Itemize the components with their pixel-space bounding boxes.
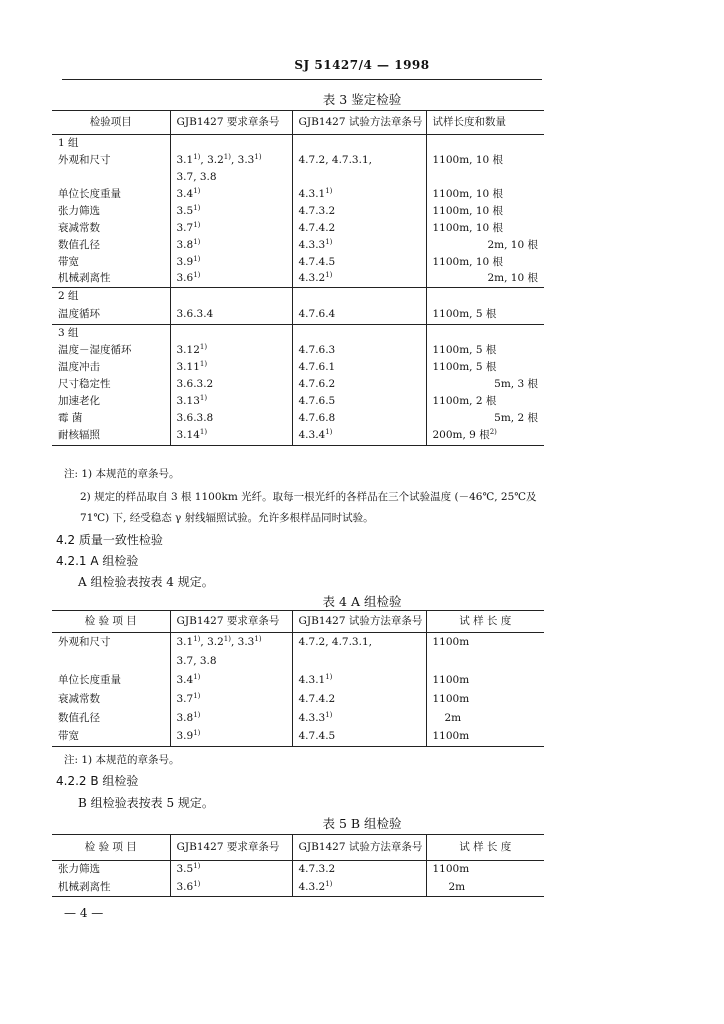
table-row: 衰减常数 3.7$^{1)}$ 4.7.4.2 1100m	[52, 690, 544, 709]
table-row: 衰减常数 3.7$^{1)}$ 4.7.4.2 1100m, 10 根	[52, 220, 544, 237]
table-row: 耐核辐照 3.14$^{1)}$ 4.3.4$^{1)}$ 200m, 9 根$^{2)}$	[52, 427, 544, 446]
table-row: 霉 菌 3.6.3.8 4.7.6.8 5m, 2 根	[52, 410, 544, 427]
table-row: 数值孔径 3.8$^{1)}$ 4.3.3$^{1)}$ 2m, 10 根	[52, 237, 544, 254]
table-row: 机械剥离性 3.6$^{1)}$ 4.3.2$^{1)}$ 2m	[52, 879, 544, 897]
table4-header-item: 检 验 项 目	[52, 611, 170, 633]
section-4-2-1-text: A 组检验表按表 4 规定。	[78, 575, 214, 589]
table-row: 外观和尺寸 3.1$^{1)}$, 3.2$^{1)}$, 3.3$^{1)}$ 4.7.2, 4.7.3.1, 1100m, 10 根	[52, 152, 544, 169]
table5-caption: 表 5 B 组检验	[322, 816, 402, 831]
table-row: 单位长度重量 3.4$^{1)}$ 4.3.1$^{1)}$ 1100m	[52, 671, 544, 690]
table3-note1: 注: 1) 本规范的章条号。	[64, 468, 180, 480]
group-label: 1 组	[58, 136, 79, 149]
table4	[52, 610, 544, 747]
table3-header-sample: 试样长度和数量	[426, 111, 544, 135]
page-header: SJ 51427/4 — 1998	[294, 58, 430, 72]
table3-header-req: GJB1427 要求章条号	[170, 111, 292, 135]
table5-header-sample: 试 样 长 度	[426, 835, 544, 861]
table5-header-item: 检 验 项 目	[52, 835, 170, 861]
table3-note2b: 71℃) 下, 经受稳态 γ 射线辐照试验。允许多根样品同时试验。	[80, 512, 374, 524]
table3-caption: 表 3 鉴定检验	[322, 92, 402, 107]
section-4-2-2-heading: 4.2.2 B 组检验	[56, 774, 139, 788]
table-row: 数值孔径 3.8$^{1)}$ 4.3.3$^{1)}$ 2m	[52, 709, 544, 728]
section-4-2-1-heading: 4.2.1 A 组检验	[56, 554, 139, 568]
table-row	[52, 135, 544, 152]
table5	[52, 834, 544, 897]
table-row: 温度冲击 3.11$^{1)}$ 4.7.6.1 1100m, 5 根	[52, 359, 544, 376]
table4-note: 注: 1) 本规范的章条号。	[64, 754, 180, 766]
page-number: — 4 —	[64, 906, 104, 920]
table3-header-item: 检验项目	[52, 111, 170, 135]
table3	[52, 110, 544, 446]
table-row: 3.7, 3.8	[52, 169, 544, 186]
table-row: 外观和尺寸 3.1$^{1)}$, 3.2$^{1)}$, 3.3$^{1)}$ 4.7.2, 4.7.3.1, 1100m	[52, 633, 544, 652]
header-rule	[62, 79, 542, 80]
group-label: 3 组	[52, 325, 170, 342]
table5-header-method: GJB1427 试验方法章条号	[292, 835, 426, 861]
table5-header-req: GJB1427 要求章条号	[170, 835, 292, 861]
table4-header-sample: 试 样 长 度	[426, 611, 544, 633]
table4-header-row	[52, 611, 544, 633]
table-row: 张力筛选 3.5$^{1)}$ 4.7.3.2 1100m, 10 根	[52, 203, 544, 220]
table-row	[52, 288, 544, 305]
table-row: 机械剥离性 3.6$^{1)}$ 4.3.2$^{1)}$ 2m, 10 根	[52, 271, 544, 288]
table-row: 加速老化 3.13$^{1)}$ 4.7.6.5 1100m, 2 根	[52, 393, 544, 410]
table-row: 尺寸稳定性 3.6.3.2 4.7.6.2 5m, 3 根	[52, 376, 544, 393]
table-row: 3.7, 3.8	[52, 652, 544, 671]
table4-header-req: GJB1427 要求章条号	[170, 611, 292, 633]
table4-caption: 表 4 A 组检验	[322, 594, 402, 609]
table-row: 带宽 3.9$^{1)}$ 4.7.4.5 1100m	[52, 728, 544, 747]
section-4-2-heading: 4.2 质量一致性检验	[56, 533, 163, 547]
table-row: 张力筛选 3.5$^{1)}$ 4.7.3.2 1100m	[52, 861, 544, 879]
table-row: 单位长度重量 3.4$^{1)}$ 4.3.1$^{1)}$ 1100m, 10 根	[52, 186, 544, 203]
table5-header-row	[52, 835, 544, 861]
table3-header-row	[52, 111, 544, 135]
table-row: 温度－湿度循环 3.12$^{1)}$ 4.7.6.3 1100m, 5 根	[52, 342, 544, 359]
table-row: 温度循环 3.6.3.4 4.7.6.4 1100m, 5 根	[52, 305, 544, 325]
table4-header-method: GJB1427 试验方法章条号	[292, 611, 426, 633]
group-label: 2 组	[52, 288, 170, 305]
table-row: 带宽 3.9$^{1)}$ 4.7.4.5 1100m, 10 根	[52, 254, 544, 271]
table3-header-method: GJB1427 试验方法章条号	[292, 111, 426, 135]
table3-note2a: 2) 规定的样品取自 3 根 1100km 光纤。取每一根光纤的各样品在三个试验温度 (－46℃, 25℃及	[80, 491, 537, 503]
section-4-2-2-text: B 组检验表按表 5 规定。	[78, 796, 214, 810]
table-row	[52, 325, 544, 342]
